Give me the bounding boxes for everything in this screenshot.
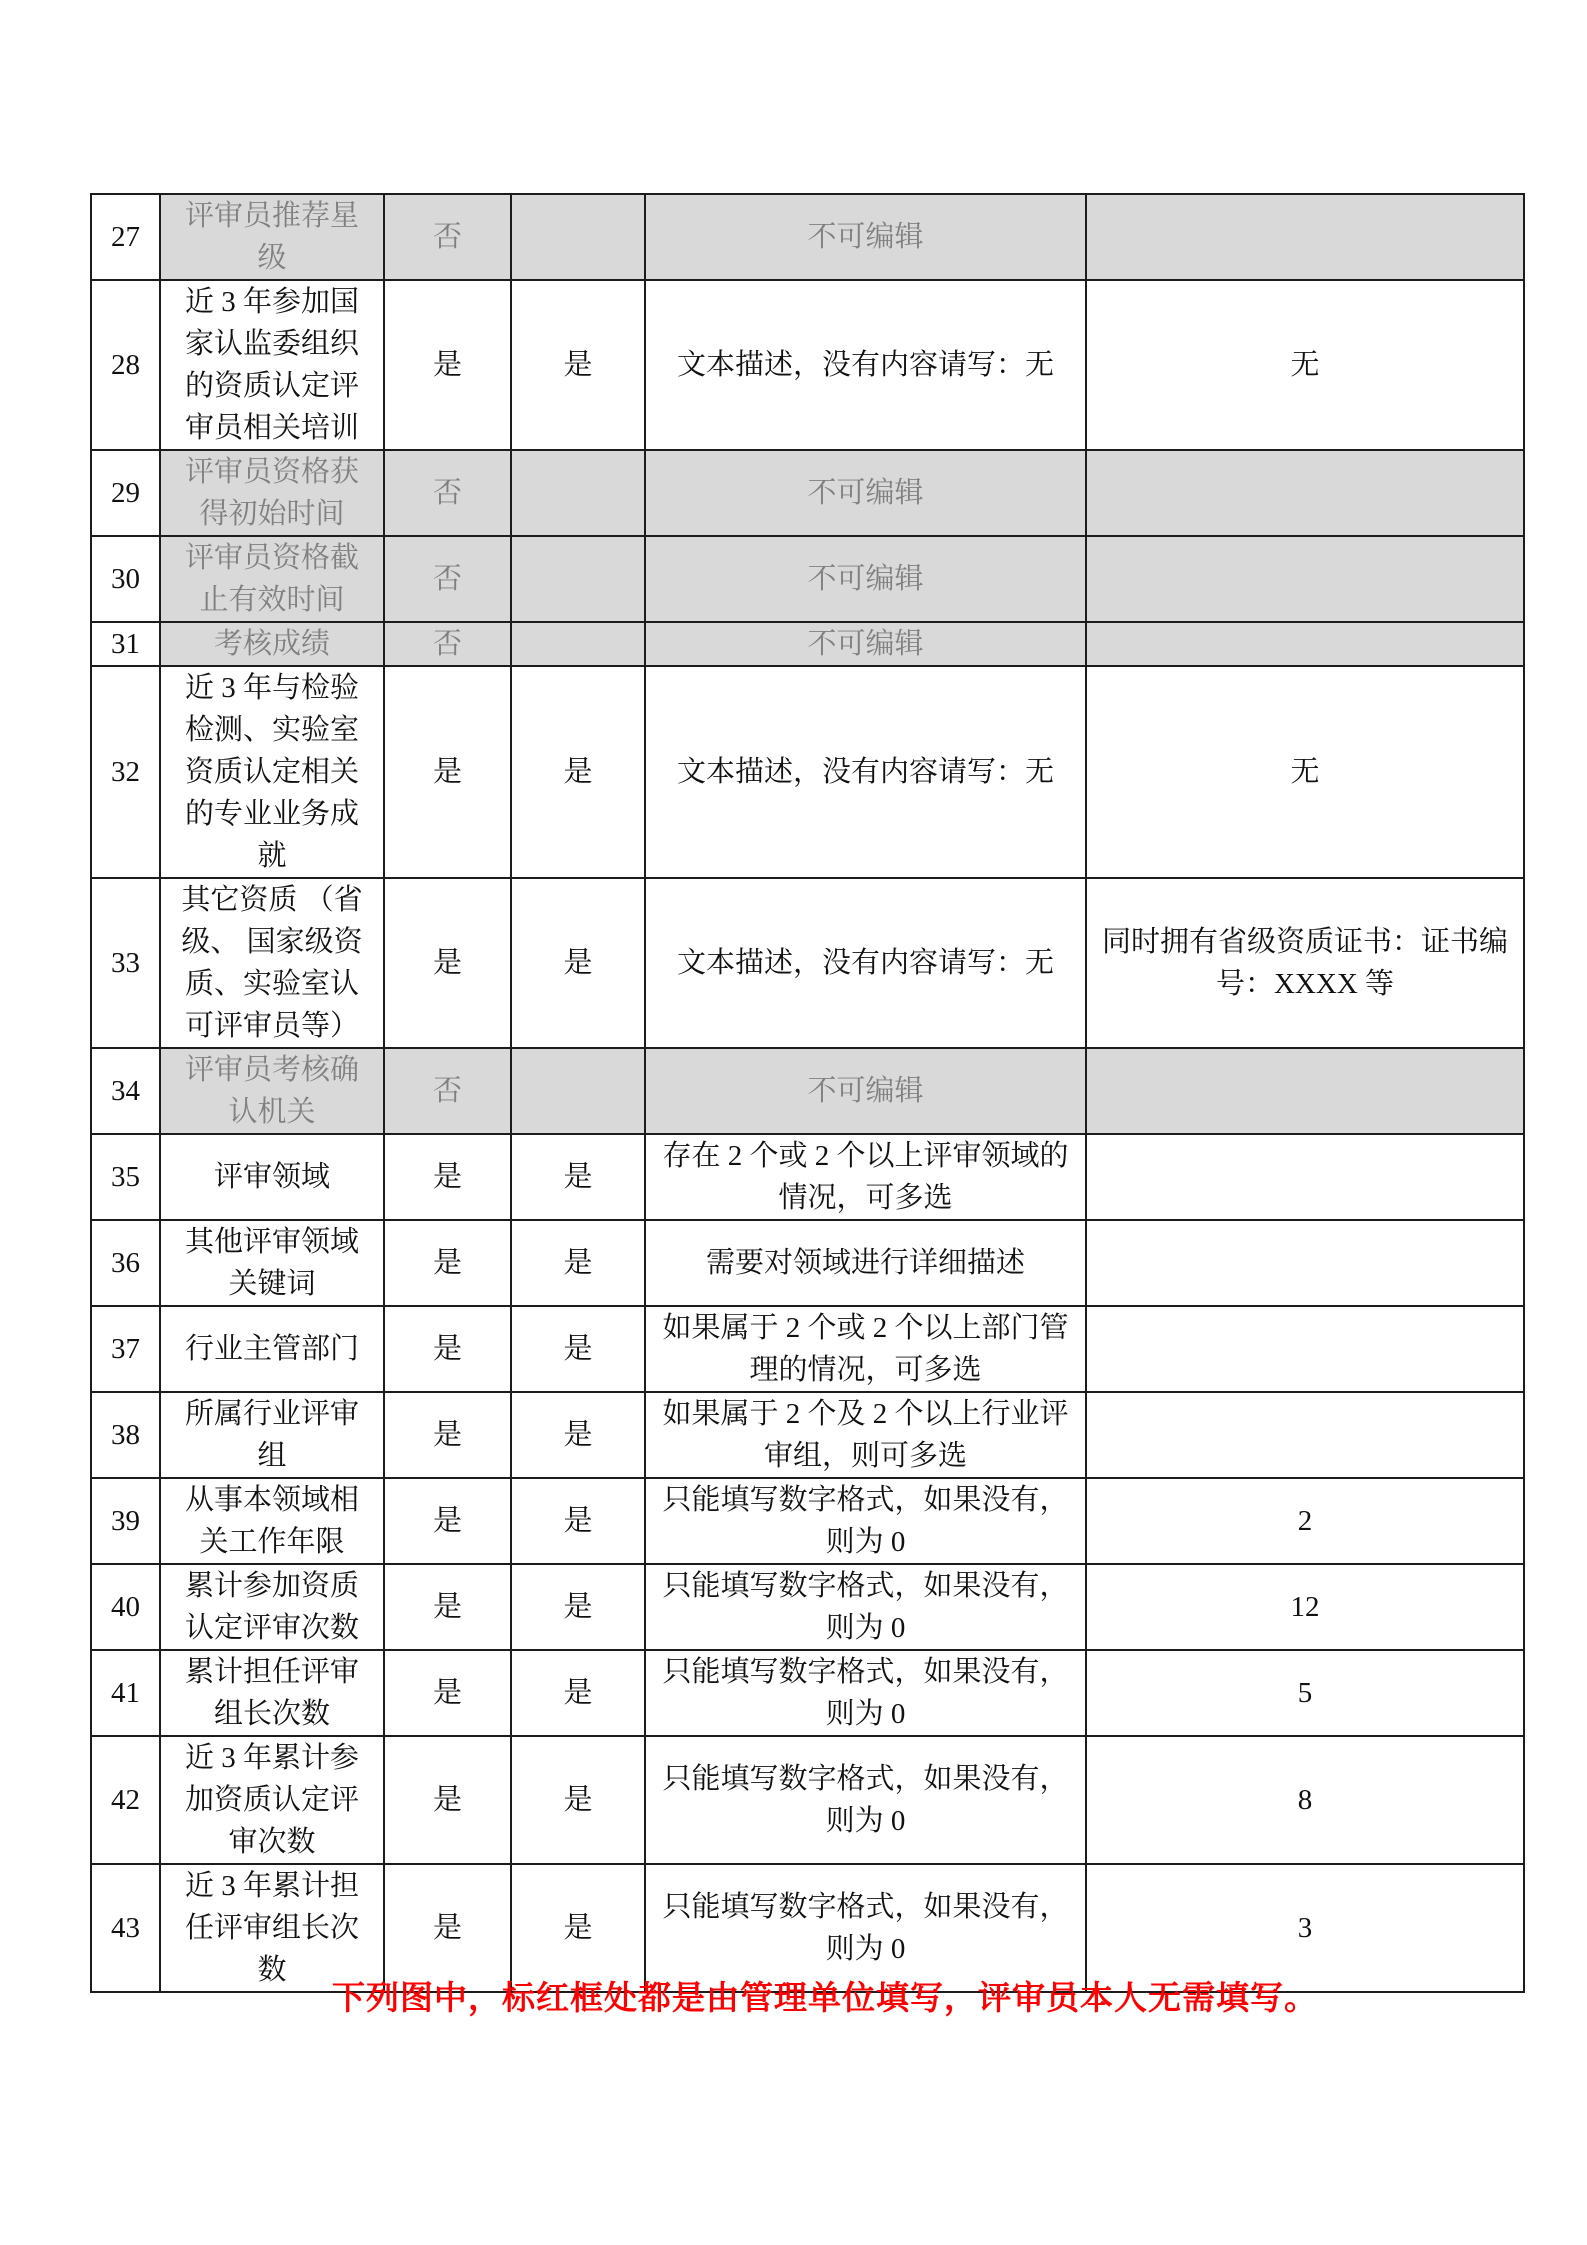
row-number-cell: 33 bbox=[91, 878, 160, 1048]
table-row bbox=[91, 1134, 1524, 1220]
field-label-cell: 考核成绩 bbox=[160, 622, 384, 666]
flag2-cell bbox=[511, 1048, 645, 1134]
table-row bbox=[91, 878, 1524, 1048]
table-row bbox=[91, 194, 1524, 280]
field-label-cell: 行业主管部门 bbox=[160, 1306, 384, 1392]
fill-instruction-cell: 只能填写数字格式，如果没有，则为 0 bbox=[645, 1478, 1086, 1564]
fill-instruction-cell: 不可编辑 bbox=[645, 536, 1086, 622]
table-row bbox=[91, 450, 1524, 536]
row-number-cell: 35 bbox=[91, 1134, 160, 1220]
flag1-cell: 是 bbox=[384, 1220, 511, 1306]
flag1-cell: 是 bbox=[384, 878, 511, 1048]
flag1-cell: 否 bbox=[384, 536, 511, 622]
example-value-cell bbox=[1086, 1392, 1524, 1478]
footer-note: 下列图中，标红框处都是由管理单位填写，评审员本人无需填写。 bbox=[332, 1981, 1318, 2017]
flag1-cell: 是 bbox=[384, 1134, 511, 1220]
flag2-cell bbox=[511, 622, 645, 666]
example-value-cell: 同时拥有省级资质证书：证书编号：XXXX 等 bbox=[1086, 878, 1524, 1048]
row-number-cell: 40 bbox=[91, 1564, 160, 1650]
table-row bbox=[91, 1564, 1524, 1650]
fill-instruction-cell: 不可编辑 bbox=[645, 450, 1086, 536]
row-number-cell: 43 bbox=[91, 1864, 160, 1992]
fill-instruction-cell: 需要对领域进行详细描述 bbox=[645, 1220, 1086, 1306]
field-label-cell: 评审员推荐星级 bbox=[160, 194, 384, 280]
flag1-cell: 否 bbox=[384, 450, 511, 536]
example-value-cell: 5 bbox=[1086, 1650, 1524, 1736]
fill-instruction-cell: 如果属于 2 个及 2 个以上行业评审组，则可多选 bbox=[645, 1392, 1086, 1478]
example-value-cell: 无 bbox=[1086, 280, 1524, 450]
fill-instruction-cell: 文本描述，没有内容请写：无 bbox=[645, 878, 1086, 1048]
flag1-cell: 否 bbox=[384, 1048, 511, 1134]
fill-instruction-cell: 不可编辑 bbox=[645, 622, 1086, 666]
example-value-cell bbox=[1086, 1220, 1524, 1306]
example-value-cell: 3 bbox=[1086, 1864, 1524, 1992]
table-row bbox=[91, 1220, 1524, 1306]
fill-instruction-cell: 文本描述，没有内容请写：无 bbox=[645, 280, 1086, 450]
example-value-cell bbox=[1086, 622, 1524, 666]
flag1-cell: 是 bbox=[384, 1650, 511, 1736]
example-value-cell bbox=[1086, 1306, 1524, 1392]
flag1-cell: 是 bbox=[384, 1864, 511, 1992]
table-row bbox=[91, 536, 1524, 622]
row-number-cell: 28 bbox=[91, 280, 160, 450]
flag1-cell: 否 bbox=[384, 622, 511, 666]
example-value-cell: 12 bbox=[1086, 1564, 1524, 1650]
table-row bbox=[91, 622, 1524, 666]
row-number-cell: 42 bbox=[91, 1736, 160, 1864]
table-row bbox=[91, 666, 1524, 878]
example-value-cell: 8 bbox=[1086, 1736, 1524, 1864]
flag1-cell: 是 bbox=[384, 280, 511, 450]
table-row bbox=[91, 1392, 1524, 1478]
row-number-cell: 34 bbox=[91, 1048, 160, 1134]
field-label-cell: 所属行业评审组 bbox=[160, 1392, 384, 1478]
field-label-cell: 评审员考核确认机关 bbox=[160, 1048, 384, 1134]
field-label-cell: 近 3 年与检验检测、实验室资质认定相关的专业业务成就 bbox=[160, 666, 384, 878]
flag2-cell: 是 bbox=[511, 1564, 645, 1650]
field-label-cell: 评审员资格获得初始时间 bbox=[160, 450, 384, 536]
flag1-cell: 是 bbox=[384, 666, 511, 878]
row-number-cell: 29 bbox=[91, 450, 160, 536]
field-label-cell: 近 3 年累计担任评审组长次数 bbox=[160, 1864, 384, 1992]
example-value-cell bbox=[1086, 1134, 1524, 1220]
flag2-cell: 是 bbox=[511, 1736, 645, 1864]
flag1-cell: 是 bbox=[384, 1478, 511, 1564]
table-row bbox=[91, 1864, 1524, 1992]
field-label-cell: 评审员资格截止有效时间 bbox=[160, 536, 384, 622]
table-row bbox=[91, 1048, 1524, 1134]
field-label-cell: 累计参加资质认定评审次数 bbox=[160, 1564, 384, 1650]
flag1-cell: 否 bbox=[384, 194, 511, 280]
example-value-cell: 无 bbox=[1086, 666, 1524, 878]
row-number-cell: 32 bbox=[91, 666, 160, 878]
flag2-cell: 是 bbox=[511, 1650, 645, 1736]
table-body bbox=[91, 194, 1524, 1992]
flag2-cell bbox=[511, 536, 645, 622]
fill-instruction-cell: 存在 2 个或 2 个以上评审领域的情况，可多选 bbox=[645, 1134, 1086, 1220]
flag2-cell: 是 bbox=[511, 1220, 645, 1306]
row-number-cell: 30 bbox=[91, 536, 160, 622]
row-number-cell: 36 bbox=[91, 1220, 160, 1306]
field-label-cell: 评审领域 bbox=[160, 1134, 384, 1220]
fill-instruction-cell: 不可编辑 bbox=[645, 1048, 1086, 1134]
fill-instruction-cell: 只能填写数字格式，如果没有，则为 0 bbox=[645, 1650, 1086, 1736]
flag2-cell: 是 bbox=[511, 280, 645, 450]
flag2-cell bbox=[511, 450, 645, 536]
row-number-cell: 37 bbox=[91, 1306, 160, 1392]
example-value-cell bbox=[1086, 450, 1524, 536]
fill-instruction-cell: 只能填写数字格式，如果没有，则为 0 bbox=[645, 1864, 1086, 1992]
row-number-cell: 31 bbox=[91, 622, 160, 666]
flag1-cell: 是 bbox=[384, 1392, 511, 1478]
table-row bbox=[91, 1650, 1524, 1736]
fill-instruction-cell: 只能填写数字格式，如果没有，则为 0 bbox=[645, 1736, 1086, 1864]
field-label-cell: 近 3 年累计参加资质认定评审次数 bbox=[160, 1736, 384, 1864]
fill-instruction-cell: 不可编辑 bbox=[645, 194, 1086, 280]
flag2-cell: 是 bbox=[511, 1134, 645, 1220]
flag1-cell: 是 bbox=[384, 1736, 511, 1864]
fill-instruction-cell: 文本描述，没有内容请写：无 bbox=[645, 666, 1086, 878]
field-label-cell: 近 3 年参加国家认监委组织的资质认定评审员相关培训 bbox=[160, 280, 384, 450]
flag2-cell: 是 bbox=[511, 878, 645, 1048]
row-number-cell: 39 bbox=[91, 1478, 160, 1564]
example-value-cell bbox=[1086, 536, 1524, 622]
flag2-cell bbox=[511, 194, 645, 280]
field-label-cell: 累计担任评审组长次数 bbox=[160, 1650, 384, 1736]
example-value-cell: 2 bbox=[1086, 1478, 1524, 1564]
example-value-cell bbox=[1086, 194, 1524, 280]
table-row bbox=[91, 280, 1524, 450]
flag1-cell: 是 bbox=[384, 1306, 511, 1392]
fill-instruction-cell: 只能填写数字格式，如果没有，则为 0 bbox=[645, 1564, 1086, 1650]
reviewer-fields-table bbox=[90, 193, 1525, 1993]
flag2-cell: 是 bbox=[511, 1478, 645, 1564]
fill-instruction-cell: 如果属于 2 个或 2 个以上部门管理的情况，可多选 bbox=[645, 1306, 1086, 1392]
flag1-cell: 是 bbox=[384, 1564, 511, 1650]
row-number-cell: 41 bbox=[91, 1650, 160, 1736]
table-row bbox=[91, 1736, 1524, 1864]
flag2-cell: 是 bbox=[511, 1392, 645, 1478]
flag2-cell: 是 bbox=[511, 1306, 645, 1392]
field-label-cell: 从事本领域相关工作年限 bbox=[160, 1478, 384, 1564]
table-row bbox=[91, 1478, 1524, 1564]
field-label-cell: 其它资质 （省级、 国家级资质、实验室认可评审员等） bbox=[160, 878, 384, 1048]
example-value-cell bbox=[1086, 1048, 1524, 1134]
table-row bbox=[91, 1306, 1524, 1392]
field-label-cell: 其他评审领域关键词 bbox=[160, 1220, 384, 1306]
row-number-cell: 38 bbox=[91, 1392, 160, 1478]
row-number-cell: 27 bbox=[91, 194, 160, 280]
flag2-cell: 是 bbox=[511, 666, 645, 878]
flag2-cell: 是 bbox=[511, 1864, 645, 1992]
